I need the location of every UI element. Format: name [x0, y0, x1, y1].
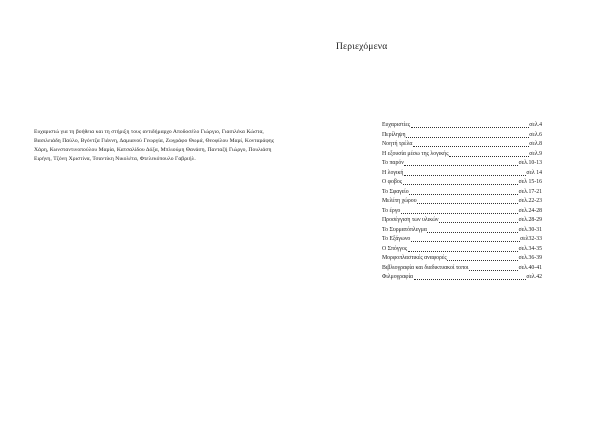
toc-entry [382, 216, 542, 226]
toc-entry [382, 140, 542, 150]
toc-entry-label: Φιλμογραφία [382, 274, 414, 280]
toc-entry [382, 121, 542, 131]
toc-entry-page: σελ32-33 [520, 236, 542, 242]
toc-entry-label: Το Εξάγωνο [382, 236, 411, 242]
toc-entry-label: Προσέγγιση των υλικών [382, 217, 439, 223]
toc-entry [382, 159, 542, 169]
toc-entry-page: σελ.30-31 [518, 226, 542, 233]
toc-entry-label: Η λογική [382, 169, 404, 176]
toc-dot-leader [406, 137, 529, 138]
toc-entry [382, 264, 542, 274]
toc-entry-page: σελ.34-35 [518, 245, 542, 252]
toc-entry [382, 150, 542, 160]
toc-entry-label: Νοητή τρέλα [382, 141, 413, 147]
toc-entry-page: σελ.17-21 [518, 188, 542, 195]
toc-entry-label: Μελέτη χώρου [382, 198, 417, 204]
toc-entry-label: Βιβλιογραφία και διαδικτυακοί τοποι [382, 264, 469, 271]
toc-entry-page: σελ.36-39 [518, 255, 542, 261]
toc-dot-leader [408, 251, 519, 252]
toc-entry-label: Ευχαριστίες [382, 122, 411, 128]
toc-entry-page: σελ.9 [529, 150, 542, 157]
toc-entry-page: σελ.4 [529, 122, 542, 128]
toc-entry-page: σελ 14 [526, 169, 542, 176]
toc-entry-label: Περίληψη [382, 131, 406, 138]
toc-dot-leader [447, 260, 518, 261]
toc-dot-leader [449, 156, 529, 157]
toc-entry-label: Ο Σπόγγος [382, 245, 408, 252]
toc-entry-page: σελ.10-13 [518, 160, 542, 166]
toc-dot-leader [404, 165, 518, 166]
toc-entry-page: σελ.28-29 [518, 217, 542, 223]
toc-dot-leader [411, 127, 529, 128]
toc-entry [382, 235, 542, 245]
toc-dot-leader [439, 222, 518, 223]
toc-entry [382, 207, 542, 217]
toc-entry-label: Η εξουσία μέσω της λογικής [382, 150, 449, 157]
toc-entry [382, 169, 542, 179]
toc-entry-page: σελ.42 [526, 274, 542, 280]
toc-entry-page: σελ.22-23 [518, 198, 542, 204]
toc-entry-label: Ο φοβος [382, 179, 403, 185]
toc-entry [382, 197, 542, 207]
toc-entry-page: σελ.24-28 [518, 207, 542, 214]
toc-entry [382, 254, 542, 264]
toc-entry-label: Μορφοπλαστικές αναφορές [382, 255, 447, 261]
toc-dot-leader [417, 203, 518, 204]
toc-dot-leader [404, 175, 526, 176]
toc-dot-leader [411, 241, 520, 242]
toc-dot-leader [409, 194, 518, 195]
toc-entry [382, 245, 542, 255]
toc-dot-leader [414, 279, 526, 280]
toc-title: Περιεχόμενα [336, 42, 388, 52]
toc-entry [382, 226, 542, 236]
toc-entry-page: σελ 15-16 [518, 179, 542, 185]
toc-entry-page: σελ.40-41 [518, 264, 542, 271]
toc-entry-label: Το έργο [382, 207, 401, 214]
toc-dot-leader [469, 270, 518, 271]
toc-entry-page: σελ.6 [529, 131, 542, 138]
toc-dot-leader [427, 232, 518, 233]
toc-entry-label: Το παρόν [382, 160, 404, 166]
toc-entry [382, 188, 542, 198]
toc-entry-page: σελ.8 [529, 141, 542, 147]
acknowledgements-text: Ευχαριστώ για τη βοήθεια και τη στήριξη τους αντιδήμαρχο Αποδοσέλο Γιώργιο, Γιασιλέκα Κώστα, Βασιλειάδη Παύλο, Βγόντζα Γιάννη, Δαμιανού Γεωργία, Ζωγράφο Θωμά, Θεοφίλου Μαρί, Κονταράφης Χάρη, Κωνσταντινοπούλου Μαρία, Κατσαλίδου Δόξα, Μπλιούμη Θανάση, Πανταζή Γιώργο, Πουλιάση Ειρήνη, Τζόνη Χριστίνα, Τσαντίκη Νικολέτα, Φτελεκόπουλο Γαβριήλ. [34, 129, 275, 162]
toc-dot-leader [413, 146, 529, 147]
toc-dot-leader [403, 184, 519, 185]
toc-entry-label: Το Σφαγείο [382, 188, 409, 195]
toc-entry [382, 131, 542, 141]
toc-entry-label: Το Συρματόπλεγμα [382, 226, 427, 233]
toc-entry [382, 178, 542, 188]
toc-list [382, 121, 542, 283]
toc-entry [382, 273, 542, 283]
toc-dot-leader [401, 213, 518, 214]
